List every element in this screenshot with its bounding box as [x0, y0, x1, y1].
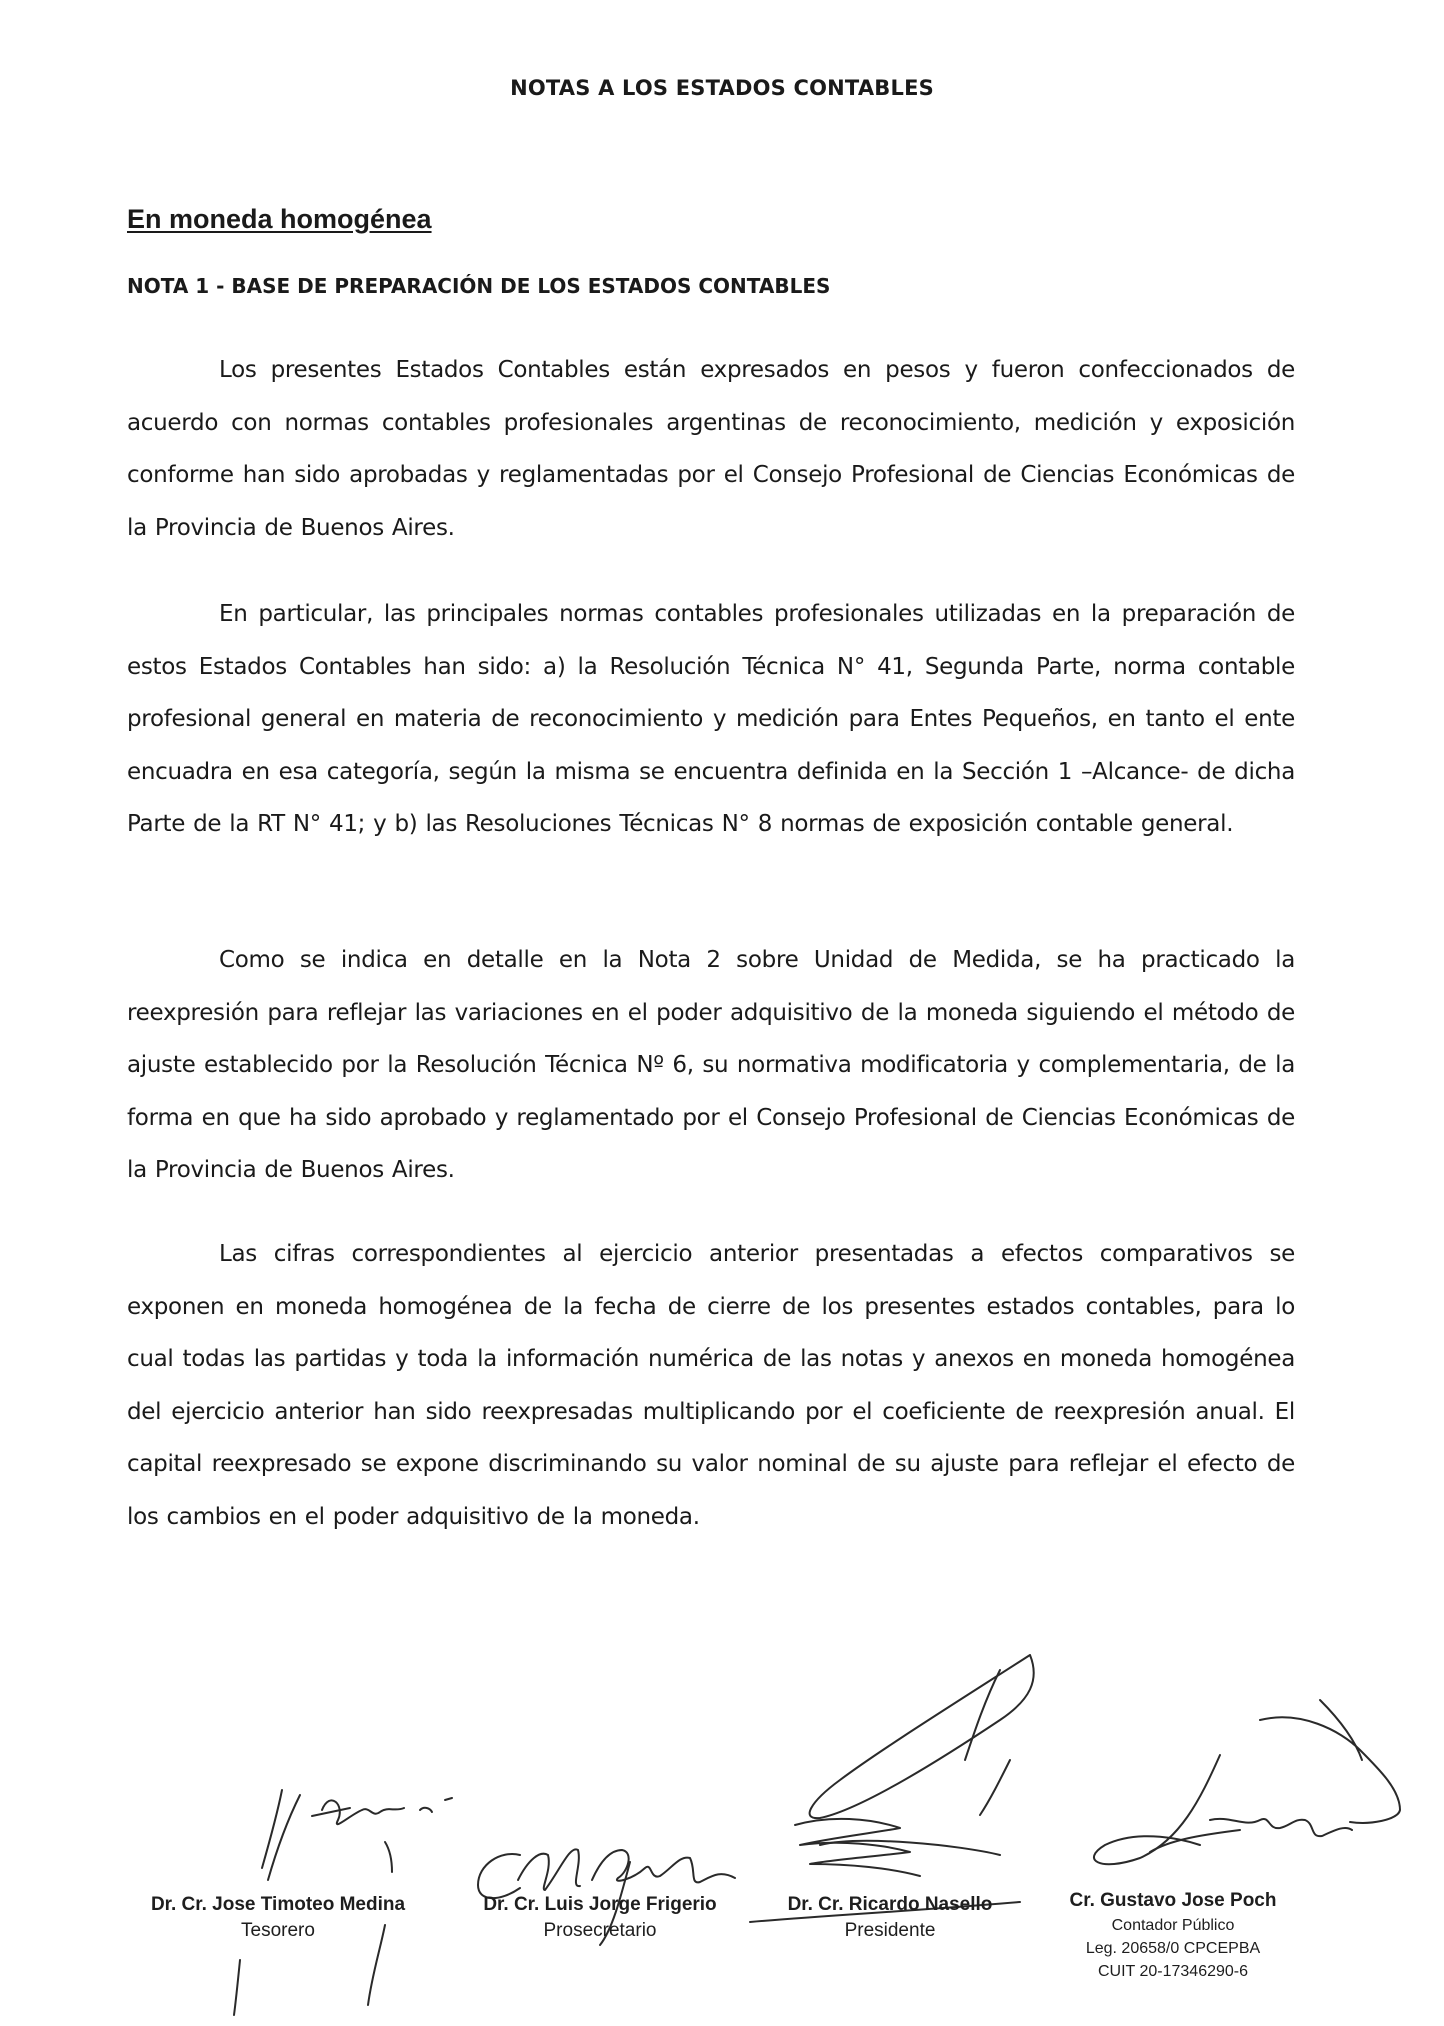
- signatures-area: [0, 1640, 1444, 2026]
- signer-name: Dr. Cr. Luis Jorge Frigerio: [483, 1894, 717, 1915]
- signature-block-tesorero: [128, 1892, 428, 1943]
- paragraph-4: Las cifras correspondientes al ejercicio anterior presentadas a efectos comparativos se exponen en moneda homogénea de la fecha de cierre de los presentes estados contables, para lo cual todas las partidas y toda la información numérica de las notas y anexos en moneda homogénea del ejercicio anterior han sido reexpresadas multiplicando por el coeficiente de reexpresión anual. El capital reexpresado se expone discriminando su valor nominal de su ajuste para reflejar el efecto de los cambios en el poder adquisitivo de la moneda.: [127, 1241, 1295, 1530]
- signer-role: Tesorero: [241, 1920, 315, 1941]
- section-heading: En moneda homogénea: [127, 204, 432, 234]
- signature-poch: [1094, 1700, 1400, 1864]
- signer-name: Cr. Gustavo Jose Poch: [1069, 1890, 1277, 1911]
- note-heading: NOTA 1 - BASE DE PREPARACIÓN DE LOS ESTADOS CONTABLES: [127, 274, 831, 298]
- signer-role: Prosecretario: [543, 1920, 657, 1941]
- signer-name: Dr. Cr. Jose Timoteo Medina: [150, 1894, 406, 1915]
- signature-nasello: [750, 1655, 1034, 1922]
- paragraph-1: Los presentes Estados Contables están expresados en pesos y fueron confeccionados de acuerdo con normas contables profesionales argentinas de reconocimiento, medición y exposición conforme han sido aprobadas y reglamentadas por el Consejo Profesional de Ciencias Económicas de la Provincia de Buenos Aires.: [127, 357, 1295, 541]
- signer-cuit: CUIT 20-17346290-6: [1097, 1963, 1249, 1980]
- signer-role: Presidente: [844, 1920, 936, 1941]
- signer-role: Contador Público: [1111, 1917, 1235, 1934]
- signer-name: Dr. Cr. Ricardo Nasello: [787, 1894, 993, 1915]
- paragraph-2: En particular, las principales normas contables profesionales utilizadas en la preparación de estos Estados Contables han sido: a) la Resolución Técnica N° 41, Segunda Parte, norma contable profesional general en materia de reconocimiento y medición para Entes Pequeños, en tanto el ente encuadra en esa categoría, según la misma se encuentra definida en la Sección 1 –Alcance- de dicha Parte de la RT N° 41; y b) las Resoluciones Técnicas N° 8 normas de exposición contable general.: [127, 601, 1295, 837]
- document-title: NOTAS A LOS ESTADOS CONTABLES: [510, 76, 934, 100]
- signature-block-presidente: [760, 1892, 1020, 1943]
- signer-registration: Leg. 20658/0 CPCEPBA: [1085, 1940, 1261, 1957]
- signature-block-contador: [1048, 1888, 1298, 1983]
- paragraph-3: Como se indica en detalle en la Nota 2 sobre Unidad de Medida, se ha practicado la reexpresión para reflejar las variaciones en el poder adquisitivo de la moneda siguiendo el método de ajuste establecido por la Resolución Técnica Nº 6, su normativa modificatoria y complementaria, de la forma en que ha sido aprobado y reglamentado por el Consejo Profesional de Ciencias Económicas de la Provincia de Buenos Aires.: [127, 947, 1295, 1183]
- signature-block-prosecretario: [460, 1892, 740, 1943]
